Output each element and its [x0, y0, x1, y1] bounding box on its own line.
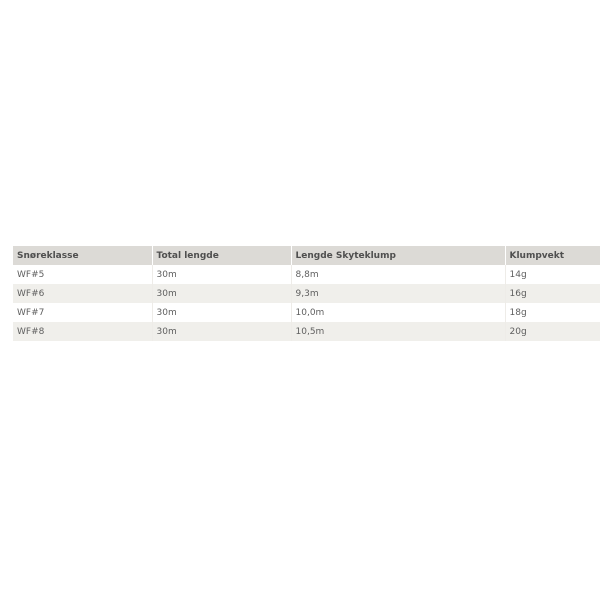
header-row: [13, 246, 600, 265]
table-row: [13, 265, 600, 284]
cell-line-class: WF#8: [13, 322, 152, 341]
cell-head-length: 8,8m: [291, 265, 505, 284]
cell-head-weight: 18g: [505, 303, 600, 322]
cell-head-length: 10,5m: [291, 322, 505, 341]
table-row: [13, 303, 600, 322]
cell-line-class: WF#6: [13, 284, 152, 303]
cell-total-length: 30m: [152, 284, 291, 303]
cell-total-length: 30m: [152, 303, 291, 322]
header-total-length: Total lengde: [152, 246, 291, 265]
table-body: [13, 265, 600, 341]
header-line-class: Snøreklasse: [13, 246, 152, 265]
cell-total-length: 30m: [152, 322, 291, 341]
table-row: [13, 284, 600, 303]
header-head-length: Lengde Skyteklump: [291, 246, 505, 265]
cell-head-length: 10,0m: [291, 303, 505, 322]
table-row: [13, 322, 600, 341]
cell-head-weight: 16g: [505, 284, 600, 303]
cell-total-length: 30m: [152, 265, 291, 284]
spec-table: [13, 246, 600, 341]
table-header: [13, 246, 600, 265]
cell-line-class: WF#5: [13, 265, 152, 284]
cell-head-weight: 20g: [505, 322, 600, 341]
header-head-weight: Klumpvekt: [505, 246, 600, 265]
cell-head-length: 9,3m: [291, 284, 505, 303]
cell-line-class: WF#7: [13, 303, 152, 322]
cell-head-weight: 14g: [505, 265, 600, 284]
